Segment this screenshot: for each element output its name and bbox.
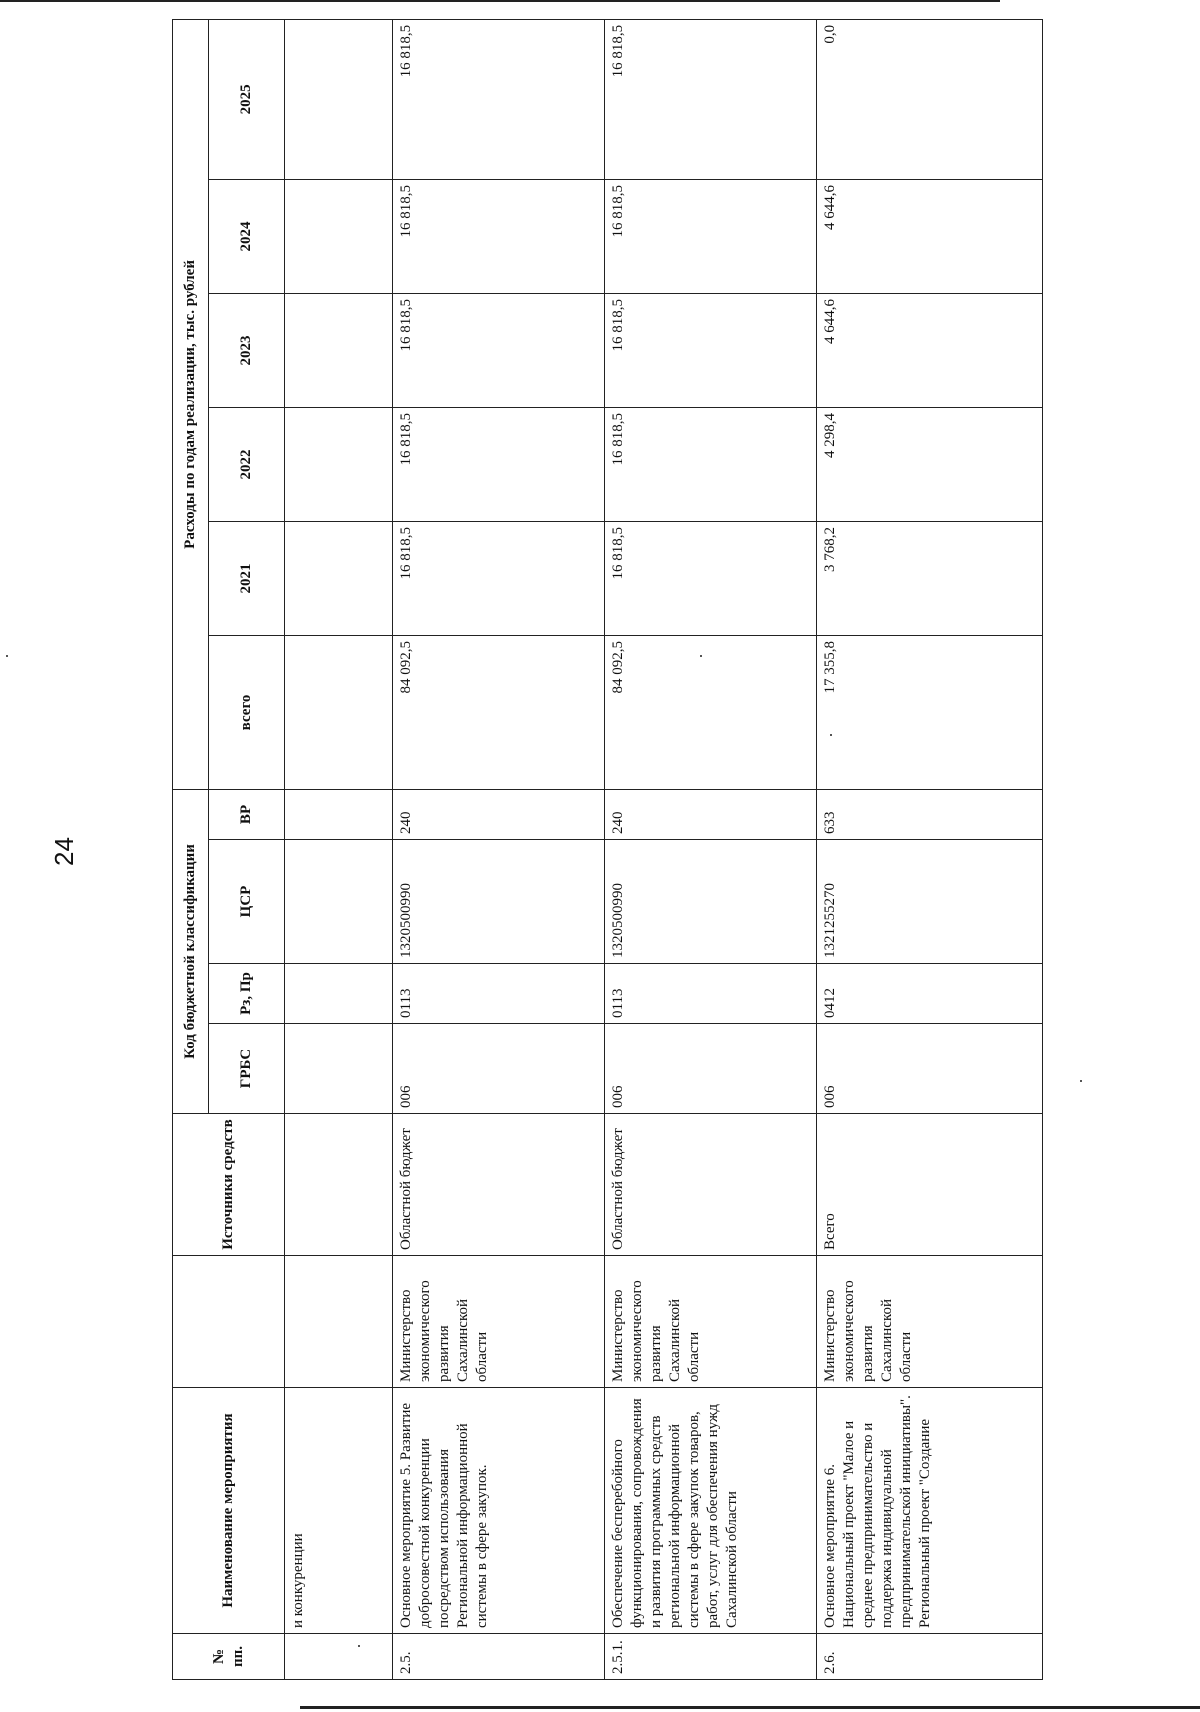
header-vr: ВР bbox=[209, 789, 285, 839]
cell-rzpr bbox=[285, 964, 393, 1024]
cell-2025: 0,0 bbox=[817, 19, 1043, 179]
header-source: Источники средств bbox=[173, 1114, 285, 1256]
cell-no: 2.6. bbox=[817, 1634, 1043, 1680]
header-2025: 2025 bbox=[209, 19, 285, 179]
scan-edge-bottom bbox=[300, 1706, 1200, 1709]
cell-grbs: 006 bbox=[817, 1024, 1043, 1114]
cell-rzpr: 0113 bbox=[393, 964, 605, 1024]
header-csr: ЦСР bbox=[209, 840, 285, 964]
header-name: Наименование мероприятия bbox=[173, 1388, 285, 1634]
cell-source bbox=[285, 1114, 393, 1256]
cell-2024: 16 818,5 bbox=[605, 179, 817, 293]
cell-total bbox=[285, 635, 393, 789]
cell-csr: 1321255270 bbox=[817, 840, 1043, 964]
header-no: № пп. bbox=[173, 1634, 285, 1680]
cell-2021 bbox=[285, 521, 393, 635]
cell-2021: 3 768,2 bbox=[817, 521, 1043, 635]
header-rzpr: Рз, Пр bbox=[209, 964, 285, 1024]
header-executor bbox=[173, 1256, 285, 1388]
cell-2025 bbox=[285, 19, 393, 179]
cell-rzpr: 0113 bbox=[605, 964, 817, 1024]
cell-name: Основное мероприятие 5. Развитие добросовестной конкуренции посредством использования Региональной информационной системы в сфере закупок. bbox=[393, 1388, 605, 1634]
cell-2021: 16 818,5 bbox=[393, 521, 605, 635]
budget-table-rotated bbox=[172, 20, 1200, 1680]
header-2023: 2023 bbox=[209, 293, 285, 407]
cell-no: 2.5.1. bbox=[605, 1634, 817, 1680]
cell-vr: 633 bbox=[817, 789, 1043, 839]
cell-2022: 4 298,4 bbox=[817, 407, 1043, 521]
cell-2024 bbox=[285, 179, 393, 293]
cell-name: и конкуренции bbox=[285, 1388, 393, 1634]
header-years: Расходы по годам реализации, тыс. рублей bbox=[173, 19, 209, 789]
cell-2024: 4 644,6 bbox=[817, 179, 1043, 293]
cell-2022 bbox=[285, 407, 393, 521]
cell-name: Обеспечение бесперебойного функционирования, сопровождения и развития программных средств региональной информационной системы в сфере закупок товаров, работ, услуг для обеспечения нужд Сахалинской области bbox=[605, 1388, 817, 1634]
page-number: 24 bbox=[48, 837, 79, 866]
cell-total: 17 355,8 bbox=[817, 635, 1043, 789]
cell-2025: 16 818,5 bbox=[393, 19, 605, 179]
table-row bbox=[817, 19, 1043, 1679]
cell-source: Областной бюджет bbox=[393, 1114, 605, 1256]
cell-total: 84 092,5 bbox=[605, 635, 817, 789]
header-total: всего bbox=[209, 635, 285, 789]
cell-source: Областной бюджет bbox=[605, 1114, 817, 1256]
scan-edge-top bbox=[0, 0, 1000, 2]
cell-2024: 16 818,5 bbox=[393, 179, 605, 293]
cell-grbs: 006 bbox=[393, 1024, 605, 1114]
cell-rzpr: 0412 bbox=[817, 964, 1043, 1024]
table-row bbox=[605, 19, 817, 1679]
cell-no bbox=[285, 1634, 393, 1680]
cell-executor: Министерство экономического развития Сахалинской области bbox=[393, 1256, 605, 1388]
header-2021: 2021 bbox=[209, 521, 285, 635]
header-budget-class: Код бюджетной классификации bbox=[173, 789, 209, 1113]
cell-2021: 16 818,5 bbox=[605, 521, 817, 635]
cell-no: 2.5. bbox=[393, 1634, 605, 1680]
cell-vr: 240 bbox=[393, 789, 605, 839]
cell-executor: Министерство экономического развития Сахалинской области bbox=[605, 1256, 817, 1388]
cell-2025: 16 818,5 bbox=[605, 19, 817, 179]
cell-executor bbox=[285, 1256, 393, 1388]
budget-table bbox=[172, 19, 1043, 1680]
cell-2022: 16 818,5 bbox=[605, 407, 817, 521]
cell-2023 bbox=[285, 293, 393, 407]
cell-total: 84 092,5 bbox=[393, 635, 605, 789]
table-row bbox=[393, 19, 605, 1679]
cell-2022: 16 818,5 bbox=[393, 407, 605, 521]
cell-executor: Министерство экономического развития Сахалинской области bbox=[817, 1256, 1043, 1388]
cell-grbs bbox=[285, 1024, 393, 1114]
cell-2023: 4 644,6 bbox=[817, 293, 1043, 407]
table-row bbox=[285, 19, 393, 1679]
cell-source: Всего bbox=[817, 1114, 1043, 1256]
cell-csr bbox=[285, 840, 393, 964]
header-2022: 2022 bbox=[209, 407, 285, 521]
cell-2023: 16 818,5 bbox=[605, 293, 817, 407]
cell-csr: 1320500990 bbox=[605, 840, 817, 964]
cell-grbs: 006 bbox=[605, 1024, 817, 1114]
cell-vr bbox=[285, 789, 393, 839]
cell-name: Основное мероприятие 6. Национальный проект "Малое и среднее предпринимательство и поддержка индивидуальной предпринимательской инициативы". Региональный проект "Создание bbox=[817, 1388, 1043, 1634]
header-grbs: ГРБС bbox=[209, 1024, 285, 1114]
header-2024: 2024 bbox=[209, 179, 285, 293]
cell-csr: 1320500990 bbox=[393, 840, 605, 964]
header-row-1 bbox=[173, 19, 209, 1679]
cell-2023: 16 818,5 bbox=[393, 293, 605, 407]
cell-vr: 240 bbox=[605, 789, 817, 839]
